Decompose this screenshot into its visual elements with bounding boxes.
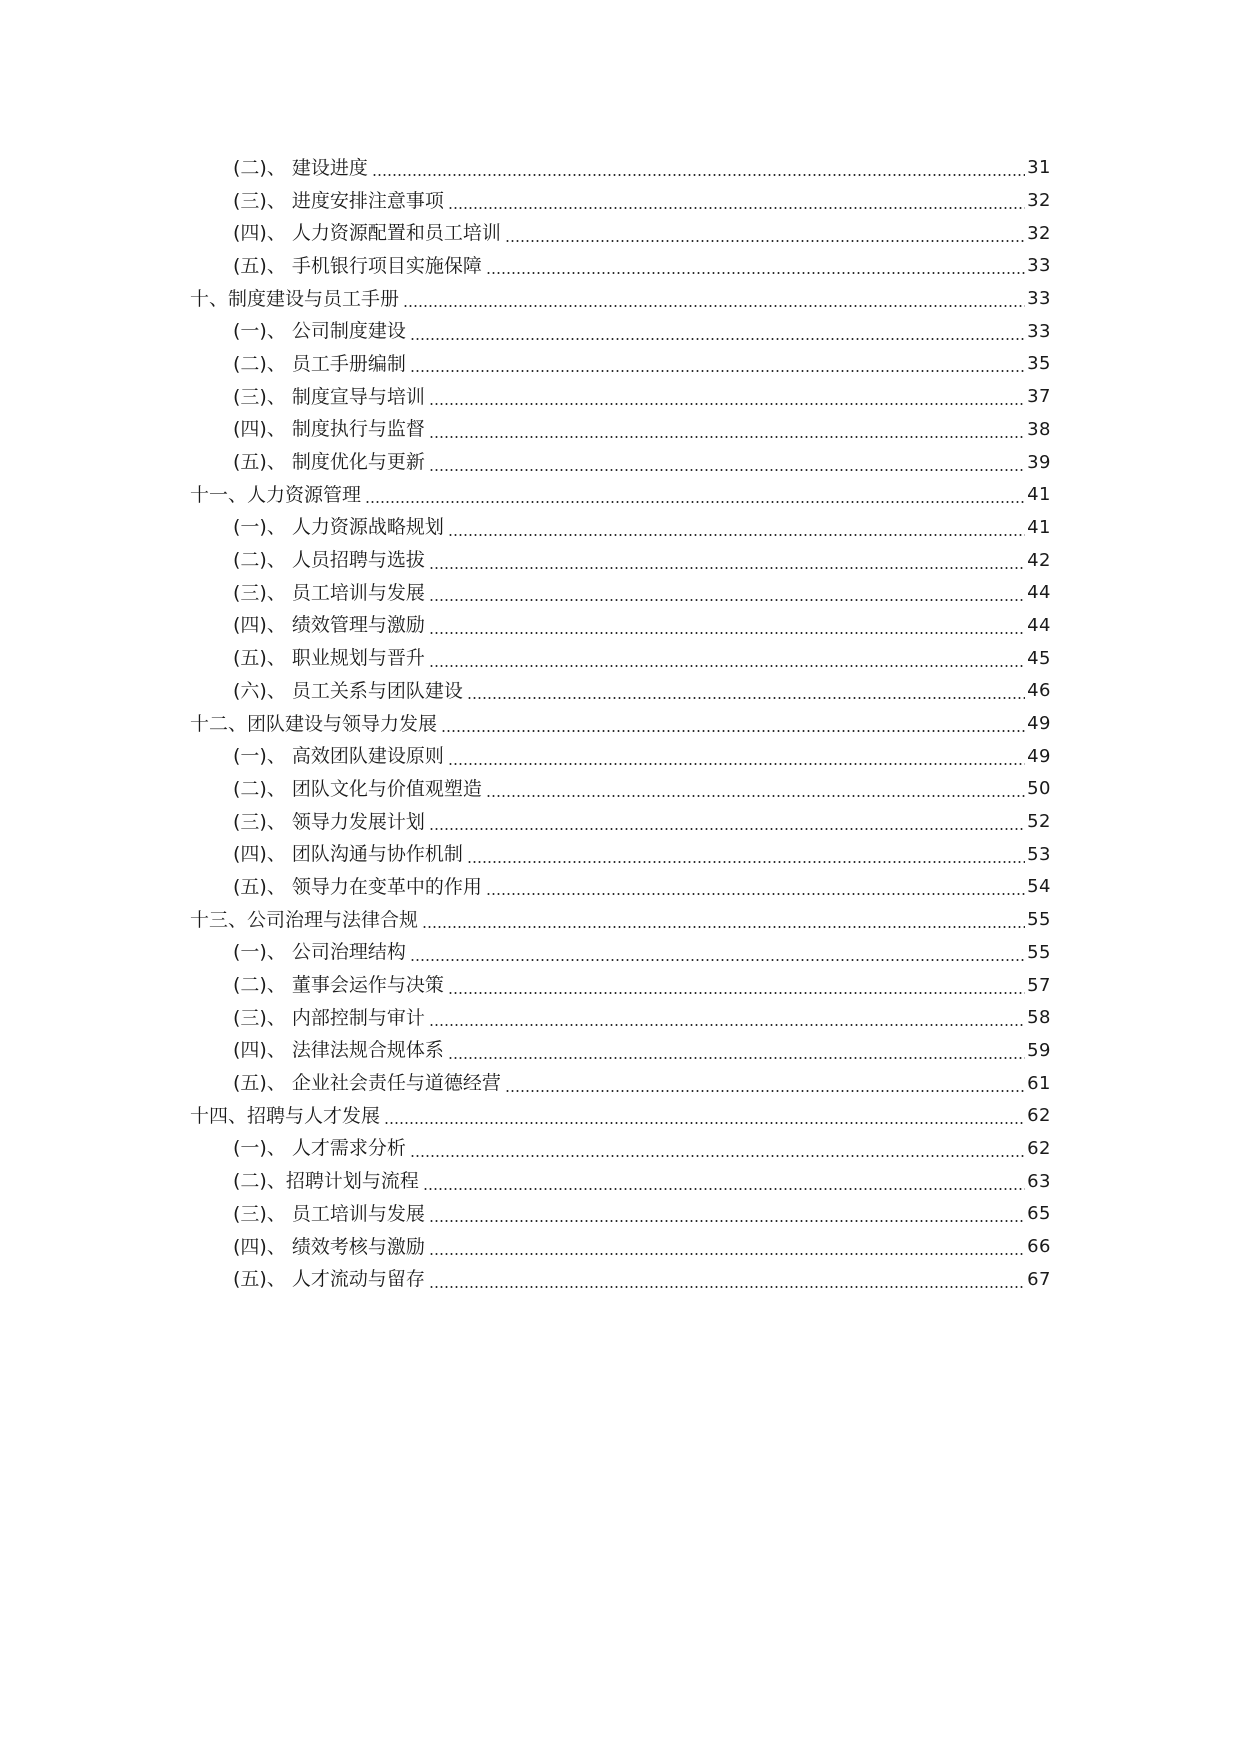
toc-section-entry[interactable] bbox=[0, 1133, 1241, 1166]
toc-section-entry[interactable] bbox=[0, 969, 1241, 1002]
toc-section-entry[interactable] bbox=[0, 217, 1241, 250]
toc-entry-title: 十、制度建设与员工手册 bbox=[190, 287, 400, 310]
toc-dot-leader bbox=[429, 1286, 1025, 1288]
toc-entry-title: (五)、 人才流动与留存 bbox=[233, 1268, 425, 1291]
toc-page-number: 61 bbox=[1027, 1072, 1051, 1094]
toc-section-entry[interactable] bbox=[0, 1067, 1241, 1100]
toc-dot-leader bbox=[410, 1155, 1025, 1157]
toc-entry-title: (二)、 建设进度 bbox=[233, 156, 368, 179]
toc-section-entry[interactable] bbox=[0, 806, 1241, 839]
toc-section-entry[interactable] bbox=[0, 1165, 1241, 1198]
toc-dot-leader bbox=[423, 1188, 1025, 1190]
toc-chapter-entry[interactable] bbox=[0, 708, 1241, 741]
toc-page-number: 35 bbox=[1027, 353, 1051, 375]
toc-page-number: 67 bbox=[1027, 1268, 1051, 1290]
toc-entry-title: (二)、 董事会运作与决策 bbox=[233, 974, 444, 997]
toc-page-number: 33 bbox=[1027, 320, 1051, 342]
toc-page-number: 62 bbox=[1027, 1137, 1051, 1159]
toc-entry-title: (一)、 高效团队建设原则 bbox=[233, 745, 444, 768]
toc-dot-leader bbox=[467, 697, 1025, 699]
toc-page-number: 44 bbox=[1027, 582, 1051, 604]
toc-dot-leader bbox=[372, 174, 1025, 176]
toc-entry-title: 十四、招聘与人才发展 bbox=[190, 1104, 381, 1127]
toc-entry-title: (三)、 制度宣导与培训 bbox=[233, 385, 425, 408]
toc-page-number: 66 bbox=[1027, 1236, 1051, 1258]
toc-page-number: 46 bbox=[1027, 680, 1051, 702]
toc-dot-leader bbox=[486, 272, 1025, 274]
toc-chapter-entry[interactable] bbox=[0, 283, 1241, 316]
toc-page-number: 63 bbox=[1027, 1170, 1051, 1192]
toc-dot-leader bbox=[429, 599, 1025, 601]
toc-page-number: 52 bbox=[1027, 811, 1051, 833]
toc-dot-leader bbox=[467, 861, 1025, 863]
toc-entry-title: (四)、 制度执行与监督 bbox=[233, 418, 425, 441]
toc-dot-leader bbox=[429, 1024, 1025, 1026]
toc-page-number: 58 bbox=[1027, 1007, 1051, 1029]
toc-dot-leader bbox=[448, 207, 1025, 209]
toc-section-entry[interactable] bbox=[0, 250, 1241, 283]
toc-dot-leader bbox=[429, 469, 1025, 471]
toc-page-number: 49 bbox=[1027, 713, 1051, 735]
toc-page-number: 49 bbox=[1027, 745, 1051, 767]
toc-page-number: 55 bbox=[1027, 941, 1051, 963]
toc-dot-leader bbox=[365, 501, 1025, 503]
toc-dot-leader bbox=[410, 959, 1025, 961]
toc-dot-leader bbox=[429, 828, 1025, 830]
toc-entry-title: (五)、 企业社会责任与道德经营 bbox=[233, 1072, 501, 1095]
toc-dot-leader bbox=[403, 305, 1025, 307]
toc-entry-title: (五)、 职业规划与晋升 bbox=[233, 647, 425, 670]
toc-section-entry[interactable] bbox=[0, 675, 1241, 708]
toc-section-entry[interactable] bbox=[0, 1263, 1241, 1296]
toc-section-entry[interactable] bbox=[0, 512, 1241, 545]
toc-dot-leader bbox=[410, 370, 1025, 372]
toc-entry-title: (三)、 内部控制与审计 bbox=[233, 1006, 425, 1029]
toc-entry-title: (二)、 团队文化与价值观塑造 bbox=[233, 777, 482, 800]
toc-dot-leader bbox=[422, 926, 1025, 928]
table-of-contents bbox=[0, 152, 1241, 1296]
toc-entry-title: (三)、 领导力发展计划 bbox=[233, 810, 425, 833]
toc-dot-leader bbox=[441, 730, 1025, 732]
toc-page-number: 33 bbox=[1027, 288, 1051, 310]
toc-dot-leader bbox=[448, 534, 1025, 536]
toc-page-number: 62 bbox=[1027, 1105, 1051, 1127]
toc-dot-leader bbox=[486, 893, 1025, 895]
toc-dot-leader bbox=[384, 1122, 1025, 1124]
toc-section-entry[interactable] bbox=[0, 1035, 1241, 1068]
toc-entry-title: (六)、 员工关系与团队建设 bbox=[233, 679, 463, 702]
toc-chapter-entry[interactable] bbox=[0, 904, 1241, 937]
toc-page-number: 44 bbox=[1027, 614, 1051, 636]
toc-section-entry[interactable] bbox=[0, 937, 1241, 970]
toc-page-number: 59 bbox=[1027, 1039, 1051, 1061]
toc-dot-leader bbox=[429, 1220, 1025, 1222]
toc-page-number: 42 bbox=[1027, 549, 1051, 571]
toc-entry-title: (一)、 人才需求分析 bbox=[233, 1137, 406, 1160]
toc-section-entry[interactable] bbox=[0, 348, 1241, 381]
toc-page-number: 38 bbox=[1027, 418, 1051, 440]
toc-dot-leader bbox=[429, 403, 1025, 405]
toc-entry-title: (四)、 绩效管理与激励 bbox=[233, 614, 425, 637]
toc-entry-title: (三)、 员工培训与发展 bbox=[233, 1202, 425, 1225]
toc-page-number: 39 bbox=[1027, 451, 1051, 473]
toc-entry-title: 十三、公司治理与法律合规 bbox=[190, 908, 419, 931]
toc-entry-title: (一)、 公司制度建设 bbox=[233, 320, 406, 343]
toc-entry-title: (五)、 领导力在变革中的作用 bbox=[233, 875, 482, 898]
toc-entry-title: (五)、 手机银行项目实施保障 bbox=[233, 254, 482, 277]
toc-section-entry[interactable] bbox=[0, 577, 1241, 610]
toc-page-number: 54 bbox=[1027, 876, 1051, 898]
toc-dot-leader bbox=[429, 1253, 1025, 1255]
toc-page-number: 41 bbox=[1027, 516, 1051, 538]
toc-dot-leader bbox=[429, 632, 1025, 634]
toc-entry-title: (一)、 人力资源战略规划 bbox=[233, 516, 444, 539]
toc-section-entry[interactable] bbox=[0, 1231, 1241, 1264]
toc-section-entry[interactable] bbox=[0, 152, 1241, 185]
toc-dot-leader bbox=[429, 567, 1025, 569]
toc-section-entry[interactable] bbox=[0, 414, 1241, 447]
toc-dot-leader bbox=[505, 240, 1025, 242]
toc-entry-title: (三)、 进度安排注意事项 bbox=[233, 189, 444, 212]
toc-section-entry[interactable] bbox=[0, 871, 1241, 904]
toc-section-entry[interactable] bbox=[0, 740, 1241, 773]
toc-dot-leader bbox=[486, 795, 1025, 797]
toc-entry-title: 十二、团队建设与领导力发展 bbox=[190, 712, 438, 735]
toc-section-entry[interactable] bbox=[0, 315, 1241, 348]
toc-section-entry[interactable] bbox=[0, 610, 1241, 643]
toc-entry-title: (四)、 绩效考核与激励 bbox=[233, 1235, 425, 1258]
toc-entry-title: (一)、 公司治理结构 bbox=[233, 941, 406, 964]
toc-page-number: 37 bbox=[1027, 386, 1051, 408]
toc-page-number: 50 bbox=[1027, 778, 1051, 800]
toc-page-number: 57 bbox=[1027, 974, 1051, 996]
toc-page-number: 55 bbox=[1027, 909, 1051, 931]
toc-page-number: 65 bbox=[1027, 1203, 1051, 1225]
toc-dot-leader bbox=[410, 338, 1025, 340]
toc-dot-leader bbox=[429, 436, 1025, 438]
toc-dot-leader bbox=[448, 992, 1025, 994]
toc-entry-title: (五)、 制度优化与更新 bbox=[233, 451, 425, 474]
toc-chapter-entry[interactable] bbox=[0, 1100, 1241, 1133]
toc-section-entry[interactable] bbox=[0, 544, 1241, 577]
toc-page-number: 41 bbox=[1027, 484, 1051, 506]
toc-page-number: 53 bbox=[1027, 843, 1051, 865]
toc-page-number: 32 bbox=[1027, 222, 1051, 244]
toc-entry-title: 十一、人力资源管理 bbox=[190, 483, 362, 506]
toc-entry-title: (二)、 员工手册编制 bbox=[233, 352, 406, 375]
toc-entry-title: (三)、 员工培训与发展 bbox=[233, 581, 425, 604]
toc-dot-leader bbox=[429, 665, 1025, 667]
toc-dot-leader bbox=[505, 1090, 1025, 1092]
toc-section-entry[interactable] bbox=[0, 642, 1241, 675]
toc-section-entry[interactable] bbox=[0, 838, 1241, 871]
toc-entry-title: (四)、 人力资源配置和员工培训 bbox=[233, 222, 501, 245]
toc-chapter-entry[interactable] bbox=[0, 479, 1241, 512]
toc-page-number: 32 bbox=[1027, 190, 1051, 212]
toc-dot-leader bbox=[448, 1057, 1025, 1059]
toc-page-number: 31 bbox=[1027, 157, 1051, 179]
toc-section-entry[interactable] bbox=[0, 1002, 1241, 1035]
toc-entry-title: (四)、 团队沟通与协作机制 bbox=[233, 843, 463, 866]
toc-entry-title: (四)、 法律法规合规体系 bbox=[233, 1039, 444, 1062]
toc-section-entry[interactable] bbox=[0, 446, 1241, 479]
toc-page-number: 33 bbox=[1027, 255, 1051, 277]
toc-page-number: 45 bbox=[1027, 647, 1051, 669]
toc-section-entry[interactable] bbox=[0, 773, 1241, 806]
toc-entry-title: (二)、 人员招聘与选拔 bbox=[233, 549, 425, 572]
toc-entry-title: (二)、招聘计划与流程 bbox=[233, 1170, 419, 1193]
toc-section-entry[interactable] bbox=[0, 1198, 1241, 1231]
toc-section-entry[interactable] bbox=[0, 381, 1241, 414]
toc-dot-leader bbox=[448, 763, 1025, 765]
toc-section-entry[interactable] bbox=[0, 185, 1241, 218]
